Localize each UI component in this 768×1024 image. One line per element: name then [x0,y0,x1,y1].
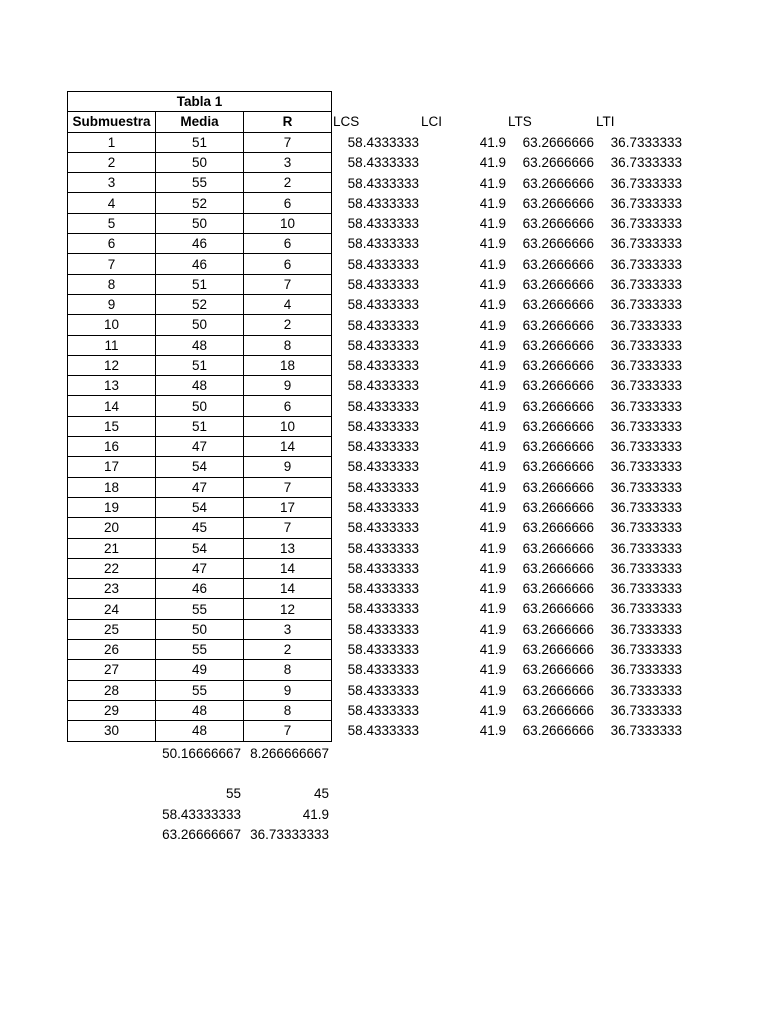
lts-value: 63.2666666 [522,378,594,394]
submuestra-cell: 5 [68,213,156,233]
submuestra-cell: 20 [68,518,156,538]
header-submuestra: Submuestra [68,112,156,132]
media-cell: 48 [156,700,244,720]
lci-value: 41.9 [479,236,506,252]
header-r: R [244,112,332,132]
lcs-value: 58.4333333 [347,216,419,232]
submuestra-cell: 23 [68,579,156,599]
submuestra-cell: 28 [68,680,156,700]
media-cell: 52 [156,193,244,213]
media-cell: 54 [156,457,244,477]
lci-value: 41.9 [479,601,506,617]
lcs-value: 58.4333333 [347,581,419,597]
lti-value: 36.7333333 [610,135,682,150]
submuestra-cell: 11 [68,335,156,355]
summary-lti: 36.73333333 [250,827,329,842]
media-cell: 47 [156,437,244,457]
table-row [68,152,332,172]
lts-value: 63.2666666 [522,621,594,637]
r-cell: 7 [244,721,332,741]
media-cell: 54 [156,497,244,517]
table-row [68,680,332,700]
lcs-value: 58.4333333 [347,276,419,292]
media-cell: 55 [156,640,244,660]
lci-value: 41.9 [479,500,506,516]
lts-value: 63.2666666 [522,337,594,353]
submuestra-cell: 6 [68,234,156,254]
media-cell: 51 [156,274,244,294]
lcs-value: 58.4333333 [347,195,419,211]
submuestra-cell: 19 [68,497,156,517]
lti-value: 36.7333333 [610,621,682,637]
table-row [68,518,332,538]
table-row [68,619,332,639]
lcs-value: 58.4333333 [347,236,419,252]
r-cell: 6 [244,254,332,274]
table-row [68,335,332,355]
r-cell: 13 [244,538,332,558]
r-cell: 2 [244,173,332,193]
lts-value: 63.2666666 [522,317,594,333]
lts-value: 63.2666666 [522,662,594,678]
r-cell: 7 [244,518,332,538]
lcs-value: 58.4333333 [347,459,419,475]
media-cell: 51 [156,132,244,152]
lts-value: 63.2666666 [522,439,594,455]
table-row [68,254,332,274]
lci-value: 41.9 [479,439,506,455]
lti-value: 36.7333333 [610,317,682,333]
submuestra-cell: 1 [68,132,156,152]
r-cell: 14 [244,558,332,578]
lcs-value: 58.4333333 [347,540,419,556]
submuestra-cell: 27 [68,660,156,680]
lti-value: 36.7333333 [610,723,682,739]
media-cell: 46 [156,579,244,599]
r-cell: 6 [244,193,332,213]
lci-value: 41.9 [479,175,506,191]
lts-value: 63.2666666 [522,682,594,698]
media-cell: 50 [156,315,244,335]
lci-value: 41.9 [479,560,506,576]
media-cell: 55 [156,173,244,193]
lts-value: 63.2666666 [522,297,594,313]
r-cell: 8 [244,335,332,355]
lts-value: 63.2666666 [522,581,594,597]
lti-value: 36.7333333 [610,297,682,313]
lci-value: 41.9 [479,155,506,171]
submuestra-cell: 4 [68,193,156,213]
lcs-value: 58.4333333 [347,378,419,394]
lcs-value: 58.4333333 [347,398,419,414]
lcs-value: 58.4333333 [347,337,419,353]
media-cell: 46 [156,234,244,254]
lcs-value: 58.4333333 [347,682,419,698]
submuestra-cell: 14 [68,396,156,416]
r-cell: 7 [244,477,332,497]
lti-value: 36.7333333 [610,662,682,678]
header-lti: LTI [596,114,615,129]
lti-value: 36.7333333 [610,540,682,556]
mean-r: 8.266666667 [250,746,329,761]
lci-value: 41.9 [479,682,506,698]
header-media: Media [156,112,244,132]
media-cell: 50 [156,396,244,416]
lcs-value: 58.4333333 [347,135,419,150]
lti-value: 36.7333333 [610,236,682,252]
lci-value: 41.9 [479,135,506,150]
submuestra-cell: 10 [68,315,156,335]
lts-value: 63.2666666 [522,702,594,718]
table-row [68,457,332,477]
media-cell: 52 [156,294,244,314]
lcs-value: 58.4333333 [347,418,419,434]
lts-value: 63.2666666 [522,459,594,475]
lcs-value: 58.4333333 [347,560,419,576]
table-row [68,640,332,660]
lti-value: 36.7333333 [610,560,682,576]
lci-value: 41.9 [479,459,506,475]
table-row [68,558,332,578]
submuestra-cell: 12 [68,355,156,375]
submuestra-cell: 7 [68,254,156,274]
lcs-value: 58.4333333 [347,479,419,495]
lcs-value: 58.4333333 [347,175,419,191]
table-row [68,497,332,517]
media-cell: 45 [156,518,244,538]
table-row [68,132,332,152]
lci-value: 41.9 [479,520,506,536]
r-cell: 6 [244,396,332,416]
r-cell: 14 [244,579,332,599]
r-cell: 4 [244,294,332,314]
lcs-value: 58.4333333 [347,601,419,617]
r-cell: 9 [244,680,332,700]
table-row [68,396,332,416]
submuestra-cell: 9 [68,294,156,314]
lti-value: 36.7333333 [610,216,682,232]
lcs-value: 58.4333333 [347,297,419,313]
r-cell: 10 [244,416,332,436]
media-cell: 49 [156,660,244,680]
lts-value: 63.2666666 [522,276,594,292]
lci-value: 41.9 [479,621,506,637]
lci-value: 41.9 [479,398,506,414]
table-row [68,416,332,436]
table-title: Tabla 1 [68,92,332,112]
submuestra-cell: 16 [68,437,156,457]
lci-value: 41.9 [479,418,506,434]
lcs-value: 58.4333333 [347,358,419,374]
lci-value: 41.9 [479,256,506,272]
table-row [68,538,332,558]
header-lci: LCI [421,114,443,129]
media-cell: 55 [156,680,244,700]
submuestra-cell: 24 [68,599,156,619]
lcs-value: 58.4333333 [347,621,419,637]
lti-value: 36.7333333 [610,398,682,414]
lti-value: 36.7333333 [610,682,682,698]
mean-media: 50.16666667 [162,746,241,761]
lts-value: 63.2666666 [522,560,594,576]
table-row [68,721,332,741]
table-row [68,294,332,314]
lts-value: 63.2666666 [522,398,594,414]
r-cell: 9 [244,376,332,396]
lcs-value: 58.4333333 [347,155,419,171]
table-row [68,660,332,680]
header-lcs: LCS [333,114,360,129]
lci-value: 41.9 [479,216,506,232]
r-cell: 2 [244,640,332,660]
lci-value: 41.9 [479,479,506,495]
r-cell: 14 [244,437,332,457]
r-cell: 7 [244,132,332,152]
r-cell: 3 [244,152,332,172]
table-row [68,599,332,619]
submuestra-cell: 15 [68,416,156,436]
submuestra-cell: 3 [68,173,156,193]
lci-value: 41.9 [479,195,506,211]
lti-value: 36.7333333 [610,337,682,353]
lti-value: 36.7333333 [610,155,682,171]
lci-value: 41.9 [479,702,506,718]
lts-value: 63.2666666 [522,479,594,495]
lti-value: 36.7333333 [610,378,682,394]
data-table [67,91,332,742]
lti-value: 36.7333333 [610,702,682,718]
r-cell: 6 [244,234,332,254]
lci-value: 41.9 [479,358,506,374]
submuestra-cell: 18 [68,477,156,497]
table-row [68,700,332,720]
table-row [68,274,332,294]
submuestra-cell: 21 [68,538,156,558]
lts-value: 63.2666666 [522,135,594,150]
table-row [68,315,332,335]
lci-value: 41.9 [479,378,506,394]
table-row [68,234,332,254]
lci-value: 41.9 [479,642,506,657]
lts-value: 63.2666666 [522,358,594,374]
media-cell: 47 [156,477,244,497]
header-lts: LTS [508,114,532,129]
media-cell: 50 [156,619,244,639]
table-header-row [68,112,332,132]
r-cell: 8 [244,660,332,680]
r-cell: 3 [244,619,332,639]
summary-lci: 41.9 [302,807,329,822]
lti-value: 36.7333333 [610,276,682,292]
lts-value: 63.2666666 [522,540,594,556]
media-cell: 54 [156,538,244,558]
lti-value: 36.7333333 [610,195,682,211]
lci-value: 41.9 [479,540,506,556]
table-row [68,376,332,396]
media-cell: 50 [156,152,244,172]
submuestra-cell: 22 [68,558,156,578]
lci-value: 41.9 [479,581,506,597]
submuestra-cell: 26 [68,640,156,660]
media-cell: 46 [156,254,244,274]
lts-value: 63.2666666 [522,723,594,739]
media-cell: 48 [156,376,244,396]
media-cell: 50 [156,213,244,233]
submuestra-cell: 13 [68,376,156,396]
lci-value: 41.9 [479,317,506,333]
lcs-value: 58.4333333 [347,642,419,657]
lti-value: 36.7333333 [610,459,682,475]
lcs-value: 58.4333333 [347,500,419,516]
lts-value: 63.2666666 [522,216,594,232]
lti-value: 36.7333333 [610,479,682,495]
lcs-value: 58.4333333 [347,317,419,333]
table-row [68,355,332,375]
r-cell: 8 [244,700,332,720]
lts-value: 63.2666666 [522,520,594,536]
lti-value: 36.7333333 [610,418,682,434]
media-cell: 48 [156,335,244,355]
lti-value: 36.7333333 [610,520,682,536]
lcs-value: 58.4333333 [347,520,419,536]
table-row [68,437,332,457]
submuestra-cell: 2 [68,152,156,172]
lts-value: 63.2666666 [522,256,594,272]
lcs-value: 58.4333333 [347,256,419,272]
submuestra-cell: 25 [68,619,156,639]
table-title-row [68,92,332,112]
r-cell: 12 [244,599,332,619]
lci-value: 41.9 [479,723,506,739]
lcs-value: 58.4333333 [347,702,419,718]
lci-value: 41.9 [479,276,506,292]
table-row [68,173,332,193]
lcs-value: 58.4333333 [347,662,419,678]
media-cell: 51 [156,355,244,375]
min-media: 45 [313,786,329,801]
lti-value: 36.7333333 [610,358,682,374]
lti-value: 36.7333333 [610,500,682,516]
lti-value: 36.7333333 [610,642,682,657]
lcs-value: 58.4333333 [347,723,419,739]
max-media: 55 [225,786,241,801]
r-cell: 7 [244,274,332,294]
lti-value: 36.7333333 [610,601,682,617]
lti-value: 36.7333333 [610,581,682,597]
table-row [68,477,332,497]
r-cell: 2 [244,315,332,335]
r-cell: 10 [244,213,332,233]
lts-value: 63.2666666 [522,418,594,434]
table-row [68,579,332,599]
lti-value: 36.7333333 [610,439,682,455]
r-cell: 17 [244,497,332,517]
r-cell: 18 [244,355,332,375]
lts-value: 63.2666666 [522,175,594,191]
lts-value: 63.2666666 [522,500,594,516]
table-row [68,193,332,213]
lts-value: 63.2666666 [522,236,594,252]
submuestra-cell: 17 [68,457,156,477]
lts-value: 63.2666666 [522,195,594,211]
media-cell: 51 [156,416,244,436]
submuestra-cell: 29 [68,700,156,720]
lcs-value: 58.4333333 [347,439,419,455]
lts-value: 63.2666666 [522,155,594,171]
lts-value: 63.2666666 [522,642,594,657]
lts-value: 63.2666666 [522,601,594,617]
r-cell: 9 [244,457,332,477]
lti-value: 36.7333333 [610,175,682,191]
lci-value: 41.9 [479,297,506,313]
media-cell: 47 [156,558,244,578]
submuestra-cell: 30 [68,721,156,741]
summary-lcs: 58.43333333 [162,807,241,822]
submuestra-cell: 8 [68,274,156,294]
lci-value: 41.9 [479,337,506,353]
table-row [68,213,332,233]
media-cell: 48 [156,721,244,741]
summary-lts: 63.26666667 [162,827,241,842]
lci-value: 41.9 [479,662,506,678]
media-cell: 55 [156,599,244,619]
lti-value: 36.7333333 [610,256,682,272]
